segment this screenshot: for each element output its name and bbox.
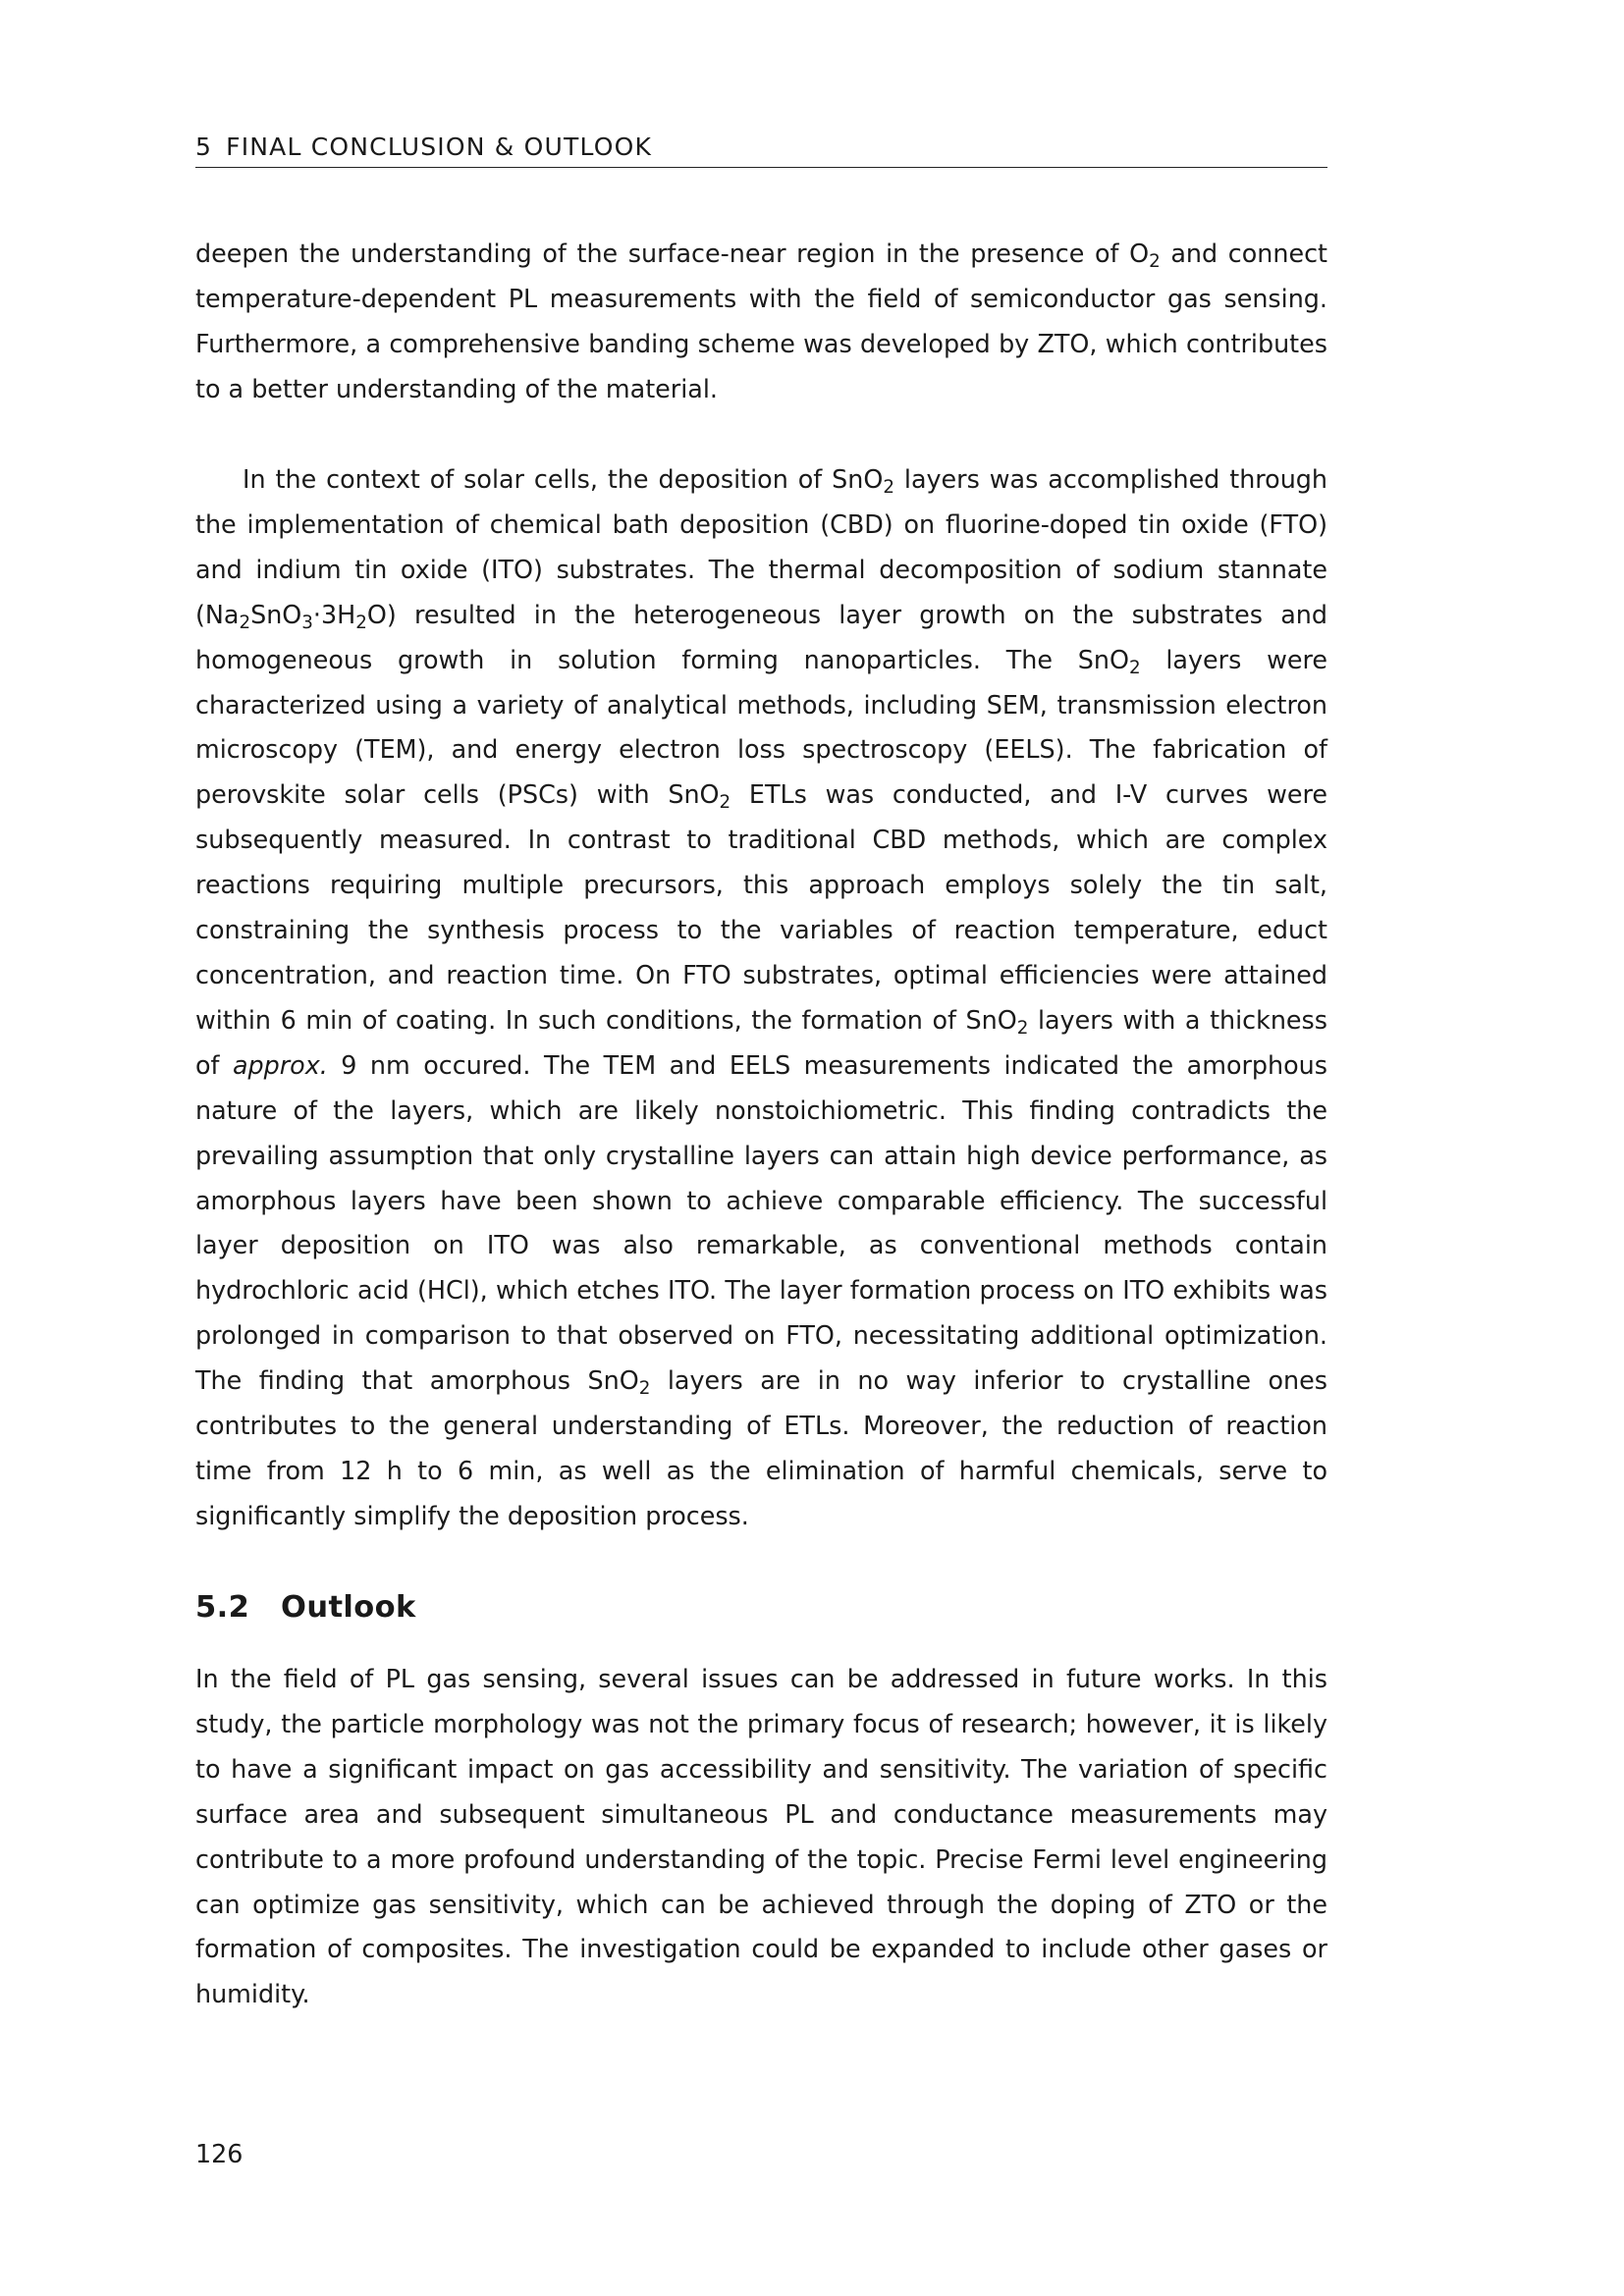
- paragraph-outlook: In the field of PL gas sensing, several issues can be addressed in future works. In this study, the particle morphology was not the primary focus of research; however, it is likely to have a significant impact on gas accessibility and sensitivity. The variation of specific surface area and subsequent simultaneous PL and conductance measurements may contribute to a more profound understanding of the topic. Precise Fermi level engineering can optimize gas sensitivity, which can be achieved through the doping of ZTO or the formation of composites. The investigation could be expanded to include other gases or humidity.: [195, 1664, 1327, 2009]
- paragraph-solar-cells-conclusion: [195, 457, 1327, 1539]
- section-heading: [195, 1588, 416, 1628]
- subscript: 2: [239, 612, 251, 633]
- paragraph-gas-sensing-conclusion: [195, 232, 1327, 412]
- text-run: ·3H: [312, 599, 356, 629]
- running-header: [195, 132, 1327, 168]
- chapter-title: FINAL CONCLUSION & OUTLOOK: [226, 133, 653, 161]
- text-run: layers were characterized using a variety of analytical methods, including SEM, transmission electron microscopy (TEM), and energy electron loss spectroscopy (EELS). The fabrication of perovskite solar cells (PSCs) with SnO: [195, 644, 1327, 810]
- subscript: 2: [1149, 251, 1161, 273]
- subscript: 2: [638, 1378, 651, 1400]
- text-run: SnO: [250, 599, 302, 629]
- subscript: 2: [883, 477, 894, 499]
- section-title: Outlook: [281, 1590, 416, 1625]
- subscript: 2: [1016, 1017, 1029, 1039]
- italic-text: approx.: [232, 1049, 328, 1080]
- text-run: and connect temperature-dependent PL measurements with the field of semiconductor gas sensing. Furthermore, a comprehensive banding scheme was developed by ZTO, which contributes to a better understanding of the material.: [195, 239, 1327, 403]
- subscript: 2: [719, 792, 731, 814]
- text-run: O) resulted in the heterogeneous layer growth on the substrates and homogeneous growth in solution forming nanoparticles. The SnO: [195, 599, 1327, 674]
- chapter-number: 5: [195, 133, 213, 161]
- text-run: layers was accomplished through the implementation of chemical bath deposition (CBD) on fluorine-doped tin oxide (FTO) and indium tin oxide (ITO) substrates. The thermal decomposition of sodium stannate (Na: [195, 464, 1328, 629]
- subscript: 2: [1128, 657, 1141, 678]
- text-run: layers with a thickness of: [195, 1004, 1328, 1080]
- subscript: 3: [301, 612, 313, 633]
- text-run: ETLs was conducted, and I-V curves were subsequently measured. In contrast to traditional CBD methods, which are complex reactions requiring multiple precursors, this approach employs solely the tin salt, constraining the synthesis process to the variables of reaction temperature, educt concentration, and reaction time. On FTO substrates, optimal efficiencies were attained within 6 min of coating. In such conditions, the formation of SnO: [195, 779, 1327, 1035]
- section-number: 5.2: [195, 1590, 250, 1625]
- text-run: layers are in no way inferior to crystalline ones contributes to the general understanding of ETLs. Moreover, the reduction of reaction time from 12 h to 6 min, as well as the elimination of harmful chemicals, serve to significantly simplify the deposition process.: [195, 1365, 1328, 1530]
- text-run: 9 nm occured. The TEM and EELS measurements indicated the amorphous nature of the layers, which are likely nonstoichiometric. This finding contradicts the prevailing assumption that only crystalline layers can attain high device performance, as amorphous layers have been shown to achieve comparable efficiency. The successful layer deposition on ITO was also remarkable, as conventional methods contain hydrochloric acid (HCl), which etches ITO. The layer formation process on ITO exhibits was prolonged in comparison to that observed on FTO, necessitating additional optimization. The finding that amorphous SnO: [195, 1049, 1327, 1396]
- text-run: In the context of solar cells, the deposition of SnO: [243, 464, 884, 494]
- subscript: 2: [355, 612, 367, 633]
- page-number: 126: [195, 2139, 244, 2168]
- text-run: deepen the understanding of the surface-near region in the presence of O: [195, 239, 1150, 268]
- document-page: [195, 0, 1327, 2296]
